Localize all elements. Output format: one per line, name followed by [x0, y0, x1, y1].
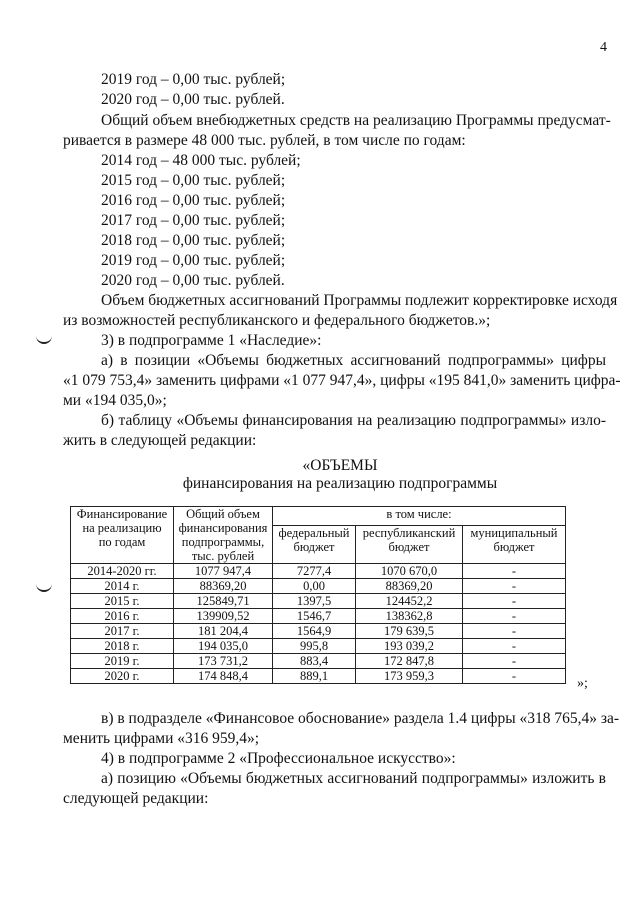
- cell-period: 2014 г.: [71, 579, 174, 594]
- cell-republic: 193 039,2: [356, 639, 463, 654]
- header-federal: федеральный бюджет: [273, 526, 356, 564]
- table-row: [71, 639, 566, 654]
- cell-republic: 1070 670,0: [356, 564, 463, 579]
- cell-total: 173 731,2: [174, 654, 273, 669]
- text-line: в) в подразделе «Финансовое обоснование» раздела 1.4 цифры «318 765,4» за-: [101, 710, 620, 727]
- margin-mark: [36, 584, 52, 592]
- cell-federal: 0,00: [273, 579, 356, 594]
- header-republic: республиканский бюджет: [356, 526, 463, 564]
- text-line: 2015 год – 0,00 тыс. рублей;: [101, 172, 286, 189]
- text-line: «1 079 753,4» заменить цифрами «1 077 947,4», цифры «195 841,0» заменить цифра-: [63, 372, 621, 389]
- table-row: [71, 609, 566, 624]
- text-line: менить цифрами «316 959,4»;: [63, 730, 260, 747]
- cell-municipal: -: [463, 579, 566, 594]
- text-line: 2019 год – 0,00 тыс. рублей;: [101, 252, 286, 269]
- closing-quote: »;: [577, 676, 588, 691]
- text-line: ривается в размере 48 000 тыс. рублей, в том числе по годам:: [63, 132, 466, 149]
- text-line: б) таблицу «Объемы финансирования на реализацию подпрограммы» изло-: [101, 412, 606, 429]
- cell-federal: 1397,5: [273, 594, 356, 609]
- page-number: 4: [600, 40, 607, 55]
- cell-federal: 7277,4: [273, 564, 356, 579]
- cell-municipal: -: [463, 624, 566, 639]
- table-subtitle: финансирования на реализацию подпрограммы: [182, 475, 498, 492]
- text-line: а) в позиции «Объемы бюджетных ассигнований подпрограммы» цифры: [101, 352, 606, 369]
- header-total: Общий объем финансирования подпрограммы, тыс. рублей: [174, 507, 273, 564]
- header-period: Финансирование на реализацию по годам: [71, 507, 174, 564]
- cell-municipal: -: [463, 639, 566, 654]
- text-line: 3) в подпрограмме 1 «Наследие»:: [101, 332, 322, 349]
- cell-period: 2019 г.: [71, 654, 174, 669]
- cell-total: 125849,71: [174, 594, 273, 609]
- text-line: 2016 год – 0,00 тыс. рублей;: [101, 192, 286, 209]
- cell-republic: 138362,8: [356, 609, 463, 624]
- header-group: в том числе:: [273, 507, 566, 526]
- cell-republic: 88369,20: [356, 579, 463, 594]
- table-row: [71, 579, 566, 594]
- cell-federal: 889,1: [273, 669, 356, 684]
- cell-period: 2016 г.: [71, 609, 174, 624]
- text-line: жить в следующей редакции:: [63, 432, 257, 449]
- cell-municipal: -: [463, 594, 566, 609]
- cell-total: 181 204,4: [174, 624, 273, 639]
- table-row: [71, 669, 566, 684]
- table-row: [71, 654, 566, 669]
- table-row: [71, 564, 566, 579]
- text-line: Общий объем внебюджетных средств на реализацию Программы предусмат-: [101, 112, 611, 129]
- text-line: 2014 год – 48 000 тыс. рублей;: [101, 152, 301, 169]
- text-line: 2017 год – 0,00 тыс. рублей;: [101, 212, 286, 229]
- cell-federal: 995,8: [273, 639, 356, 654]
- cell-total: 88369,20: [174, 579, 273, 594]
- text-line: Объем бюджетных ассигнований Программы подлежит корректировке исходя: [101, 292, 618, 309]
- financing-table: [70, 506, 566, 684]
- margin-mark: [36, 336, 52, 344]
- cell-period: 2015 г.: [71, 594, 174, 609]
- cell-period: 2018 г.: [71, 639, 174, 654]
- cell-federal: 1564,9: [273, 624, 356, 639]
- cell-republic: 172 847,8: [356, 654, 463, 669]
- cell-federal: 883,4: [273, 654, 356, 669]
- cell-total: 139909,52: [174, 609, 273, 624]
- text-line: а) позицию «Объемы бюджетных ассигнований подпрограммы» изложить в: [101, 770, 606, 787]
- table-title: «ОБЪЕМЫ: [302, 457, 378, 474]
- cell-municipal: -: [463, 564, 566, 579]
- cell-municipal: -: [463, 669, 566, 684]
- cell-period: 2017 г.: [71, 624, 174, 639]
- text-line: следующей редакции:: [63, 790, 209, 807]
- table-row: [71, 624, 566, 639]
- text-line: из возможностей республиканского и федерального бюджетов.»;: [63, 312, 491, 329]
- text-line: ми «194 035,0»;: [63, 392, 167, 409]
- cell-total: 1077 947,4: [174, 564, 273, 579]
- cell-republic: 124452,2: [356, 594, 463, 609]
- cell-republic: 173 959,3: [356, 669, 463, 684]
- text-line: 2019 год – 0,00 тыс. рублей;: [101, 71, 286, 88]
- text-line: 2020 год – 0,00 тыс. рублей.: [101, 91, 285, 108]
- table-row: [71, 594, 566, 609]
- cell-municipal: -: [463, 609, 566, 624]
- cell-total: 174 848,4: [174, 669, 273, 684]
- text-line: 2020 год – 0,00 тыс. рублей.: [101, 272, 285, 289]
- cell-federal: 1546,7: [273, 609, 356, 624]
- header-municipal: муниципальный бюджет: [463, 526, 566, 564]
- text-line: 4) в подпрограмме 2 «Профессиональное искусство»:: [101, 750, 456, 767]
- cell-republic: 179 639,5: [356, 624, 463, 639]
- cell-period: 2020 г.: [71, 669, 174, 684]
- cell-total: 194 035,0: [174, 639, 273, 654]
- text-line: 2018 год – 0,00 тыс. рублей;: [101, 232, 286, 249]
- cell-period: 2014-2020 гг.: [71, 564, 174, 579]
- cell-municipal: -: [463, 654, 566, 669]
